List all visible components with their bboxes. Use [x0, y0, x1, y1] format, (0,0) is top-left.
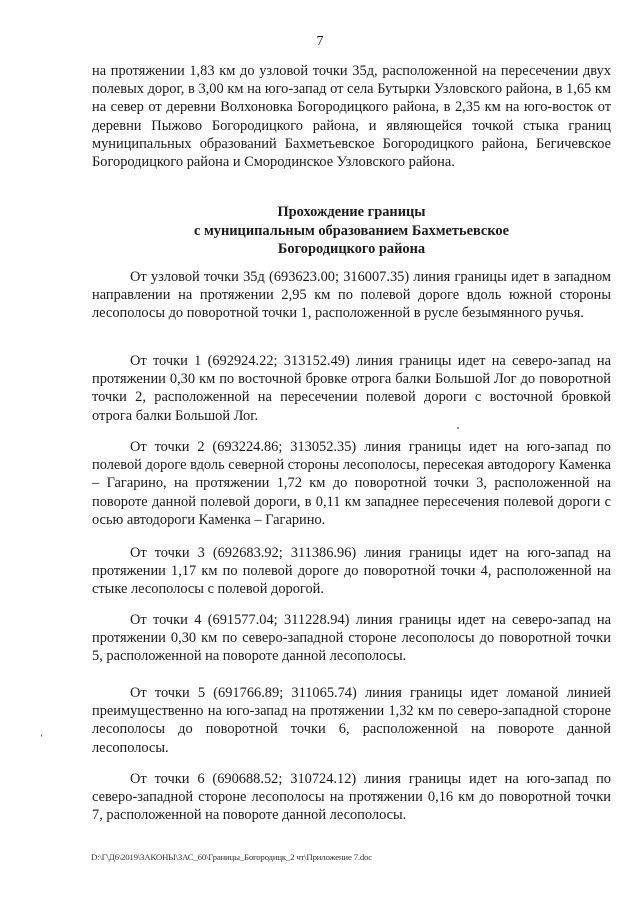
- section-heading-line-2: с муниципальным образованием Бахметьевское: [193, 222, 509, 239]
- paragraph-point-4: От точки 4 (691577.04; 311228.94) линия границы идет на северо-запад на протяжении 0,30 км по северо-западной стороне лесополосы до поворотной точки 5, расположенной на повороте данной лесополосы.: [92, 612, 611, 665]
- footer-file-path: D:\Г\Д6\2019\ЗАКОНЫ\ЗАС_60\Границы_Богородицк_2 чт\Приложение 7.doc: [91, 852, 372, 862]
- section-heading: [92, 203, 611, 259]
- section-heading-line-1: Прохождение границы: [277, 204, 426, 220]
- paragraph-point-5: От точки 5 (691766.89; 311065.74) линия границы идет ломаной линией преимущественно на юго-запад на протяжении 1,32 км по северо-западной стороне лесополосы до поворотной точки 6, расположенной на повороте данной лесополосы.: [92, 685, 611, 756]
- intro-paragraph: на протяжении 1,83 км до узловой точки 35д, расположенной на пересечении двух полевых дорог, в 3,00 км на юго-запад от села Бутырки Узловского района, в 1,65 км на север от деревни Волхоновка Богородицкого района, в 2,35 км на юго-восток от деревни Пыжово Богородицкого района, и являющейся точкой стыка границ муниципальных образований Бахметьевское Богородицкого района, Бегичевское Богородицкого района и Смородинское Узловского района.: [92, 63, 611, 171]
- paragraph-point-2: От точки 2 (693224.86; 313052.35) линия границы идет на юго-запад по полевой дороге вдоль северной стороны лесополосы, пересекая автодорогу Каменка – Гагарино, на протяжении 1,72 км до поворотной точки 3, расположенной на повороте данной полевой дороги, в 0,11 км западнее пересечения полевой дороги с осью автодороги Каменка – Гагарино.: [92, 439, 611, 528]
- page-number: 7: [316, 34, 324, 49]
- paragraph-point-1: От точки 1 (692924.22; 313152.49) линия границы идет на северо-запад на протяжении 0,30 км по восточной бровке отрога балки Большой Лог до поворотной точки 2, расположенной на пересечении полевой дороги с восточной бровкой отрога балки Большой Лог.: [92, 353, 611, 424]
- scan-speck: [457, 427, 459, 429]
- margin-mark: ‘: [40, 733, 44, 744]
- paragraph-point-6: От точки 6 (690688.52; 310724.12) линия границы идет на юго-запад по северо-западной стороне лесополосы на протяжении 0,16 км до поворотной точки 7, расположенной на повороте данной лесополосы.: [92, 771, 611, 824]
- paragraph-point-35d: От узловой точки 35д (693623.00; 316007.35) линия границы идет в западном направлении на протяжении 2,95 км по полевой дороге вдоль южной стороны лесополосы до поворотной точки 1, расположенной в русле безымянного ручья.: [92, 269, 611, 322]
- paragraph-point-3: От точки 3 (692683.92; 311386.96) линия границы идет на юго-запад на протяжении 1,17 км по полевой дороге до поворотной точки 4, расположенной на стыке лесополосы с полевой дорогой.: [92, 545, 611, 598]
- section-heading-line-3: Богородицкого района: [277, 241, 426, 258]
